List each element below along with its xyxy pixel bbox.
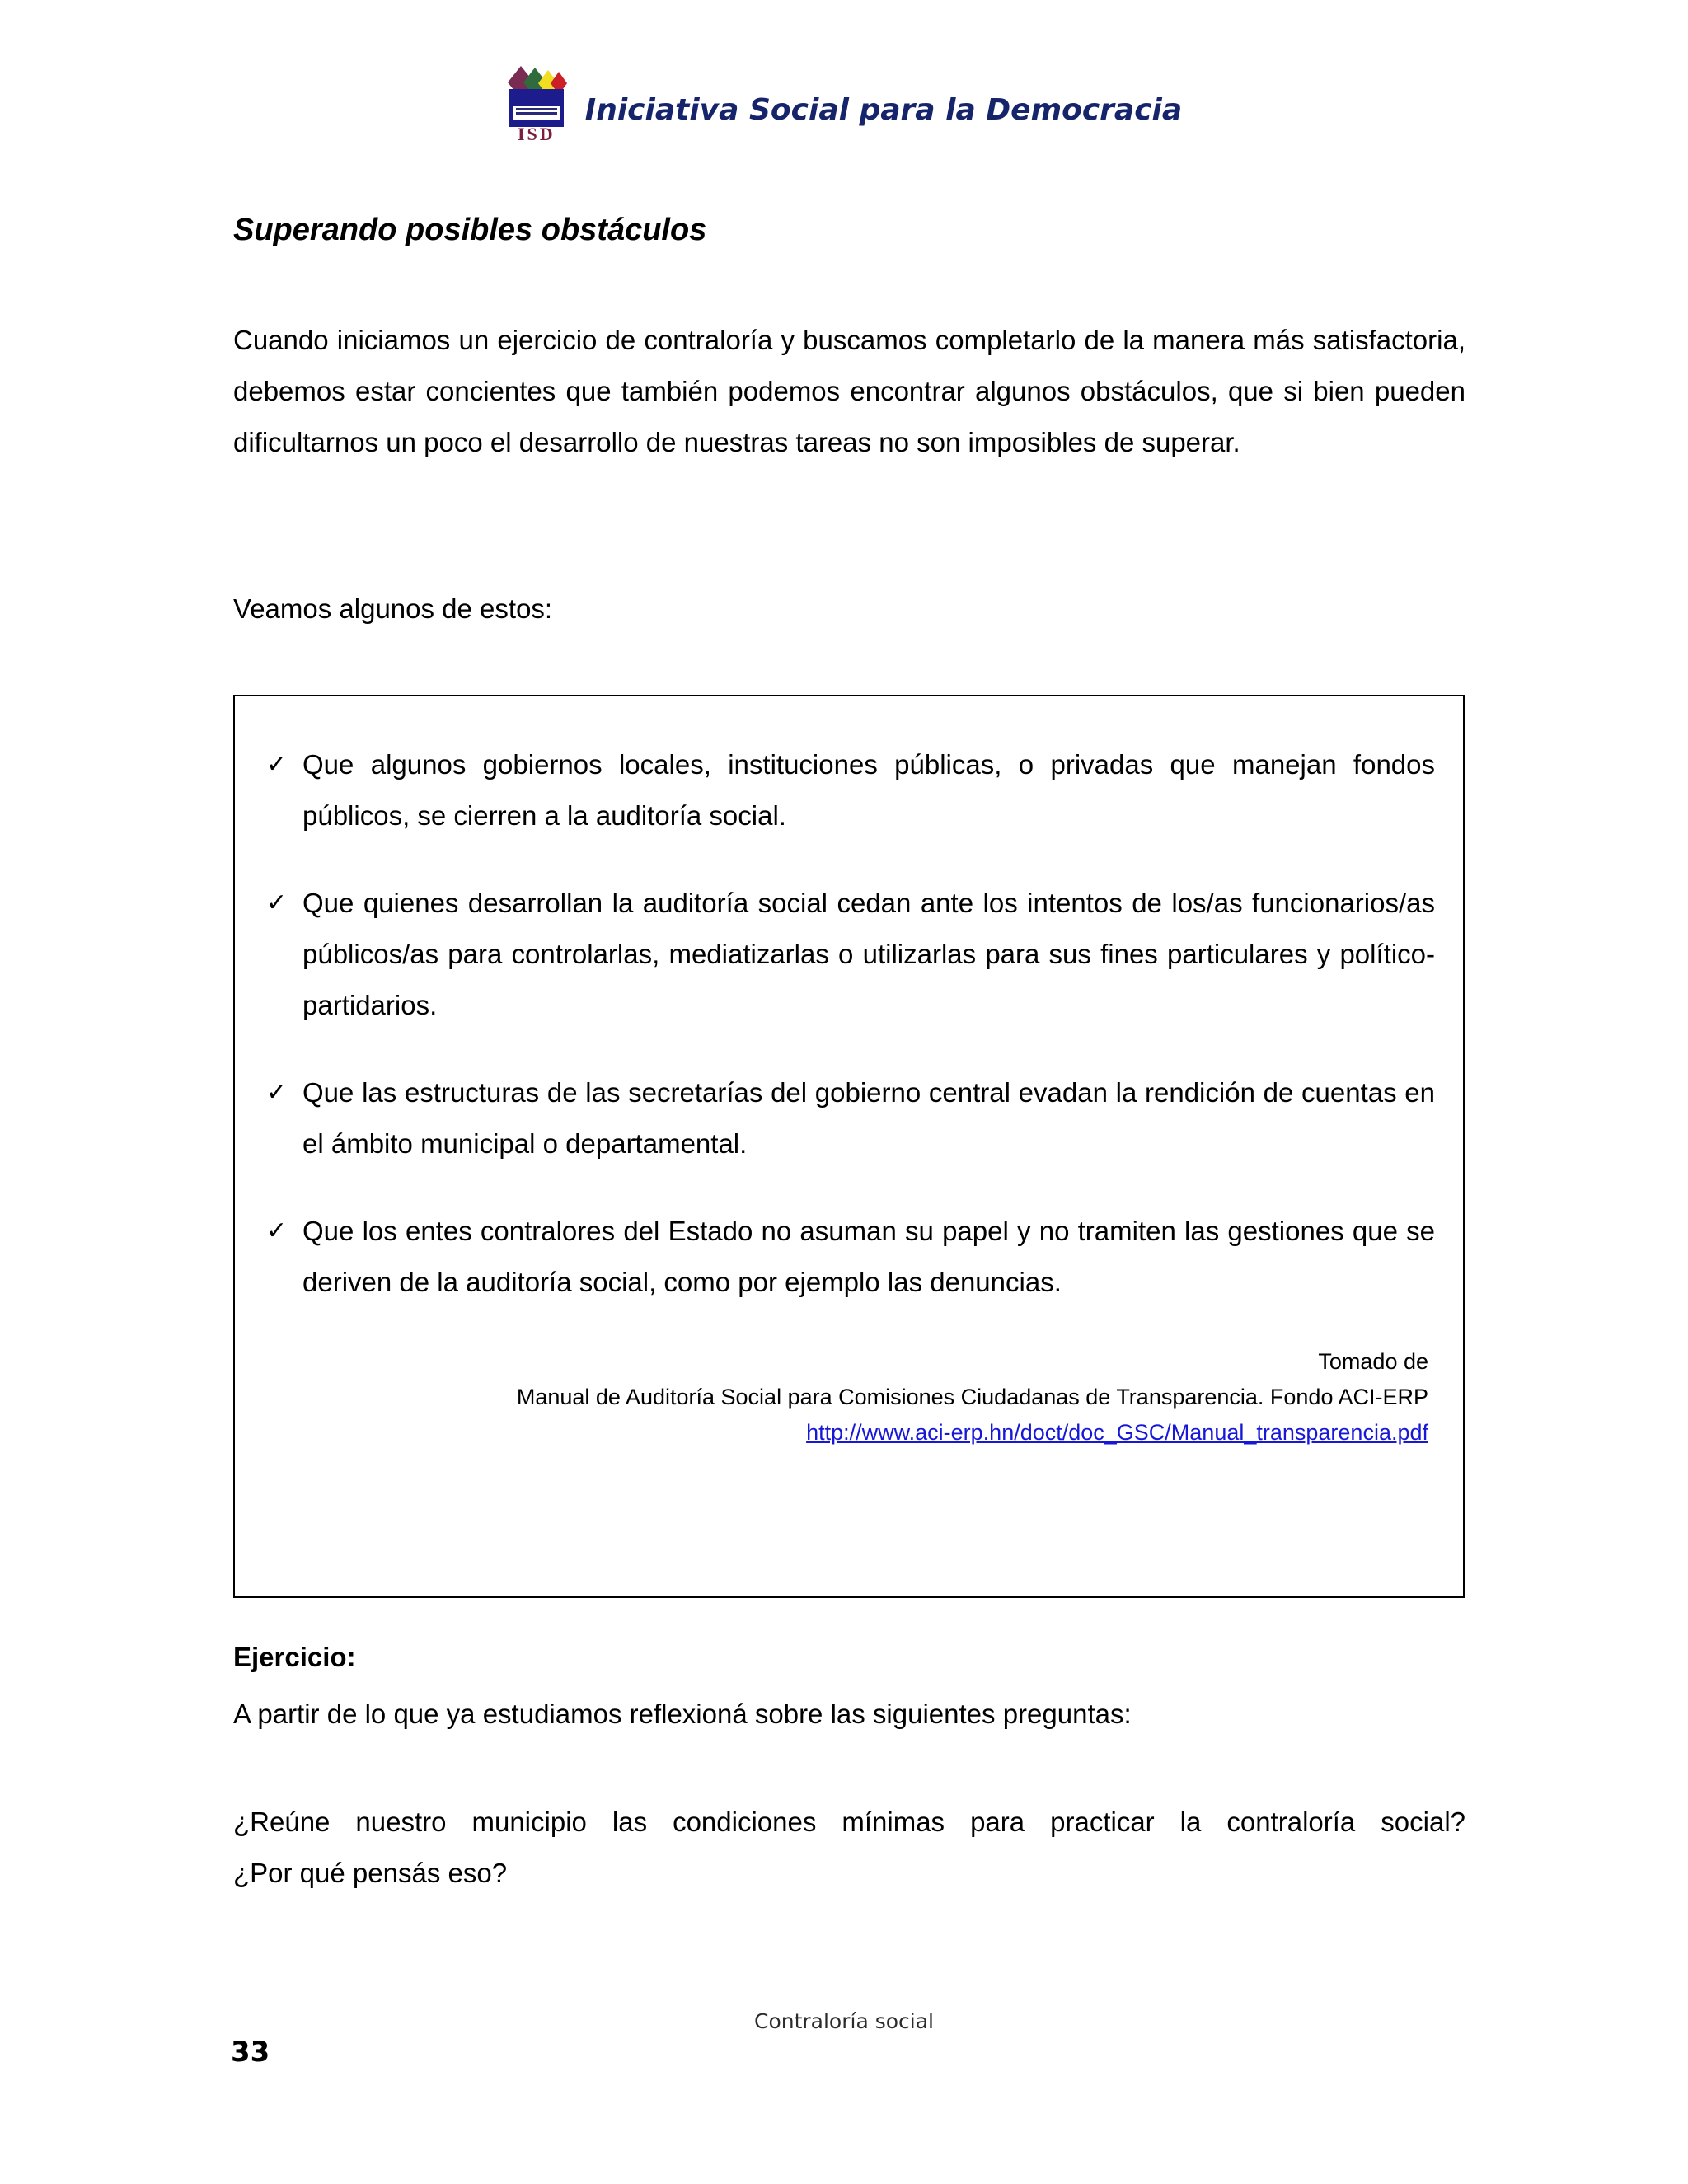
list-item: [263, 739, 1435, 841]
source-attribution: [263, 1344, 1435, 1451]
page-header: [0, 64, 1688, 144]
page-number: 33: [231, 2036, 270, 2069]
list-item: [263, 878, 1435, 1031]
list-item-text: Que quienes desarrollan la auditoría social cedan ante los intentos de los/as funcionarios/as públicos/as para controlarlas, mediatizarlas o utilizarlas para sus fines particulares y político-partidarios.: [302, 888, 1435, 1020]
source-url-link[interactable]: http://www.aci-erp.hn/doct/doc_GSC/Manual_transparencia.pdf: [806, 1420, 1428, 1445]
list-item: [263, 1067, 1435, 1169]
checkmark-icon: ✓: [266, 1078, 288, 1107]
checkmark-icon: ✓: [266, 888, 288, 917]
organization-logo: [506, 64, 1183, 144]
list-item-text: Que las estructuras de las secretarías del gobierno central evadan la rendición de cuentas en el ámbito municipal o departamental.: [302, 1077, 1435, 1159]
checkmark-icon: ✓: [266, 750, 288, 779]
organization-name: Iniciativa Social para la Democracia: [584, 93, 1183, 127]
list-item: [263, 1206, 1435, 1308]
obstacles-box-inner: [235, 696, 1463, 1451]
intro-paragraph: Cuando iniciamos un ejercicio de contraloría y buscamos completarlo de la manera más satisfactoria, debemos estar concientes que también podemos encontrar algunos obstáculos, que si bien pueden dificultarnos un poco el desarrollo de nuestras tareas no son imposibles de superar.: [233, 325, 1465, 457]
isd-logo-mark-icon: [506, 64, 567, 144]
exercise-heading: Ejercicio:: [233, 1642, 356, 1672]
obstacles-box: [233, 695, 1465, 1598]
list-item-text: Que algunos gobiernos locales, instituciones públicas, o privadas que manejan fondos públicos, se cierren a la auditoría social.: [302, 749, 1435, 831]
list-item-text: Que los entes contralores del Estado no asuman su papel y no tramiten las gestiones que se deriven de la auditoría social, como por ejemplo las denuncias.: [302, 1216, 1435, 1297]
question-1: ¿Reúne nuestro municipio las condiciones mínimas para practicar la contraloría social?: [233, 1807, 1465, 1837]
footer-caption: Contraloría social: [753, 2009, 934, 2033]
lead-in-text: Veamos algunos de estos:: [233, 593, 553, 624]
attribution-line-2: Manual de Auditoría Social para Comisiones Ciudadanas de Transparencia. Fondo ACI-ERP: [516, 1385, 1428, 1409]
logo-initials: ISD: [517, 124, 556, 144]
attribution-line-1: Tomado de: [1318, 1349, 1428, 1374]
page-title: Superando posibles obstáculos: [233, 213, 707, 247]
exercise-intro-text: A partir de lo que ya estudiamos reflexioná sobre las siguientes preguntas:: [233, 1699, 1132, 1729]
logo-plate-text: [513, 105, 560, 120]
checkmark-icon: ✓: [266, 1216, 288, 1245]
question-2: ¿Por qué pensás eso?: [233, 1858, 508, 1888]
exercise-questions: [233, 1797, 1465, 1899]
